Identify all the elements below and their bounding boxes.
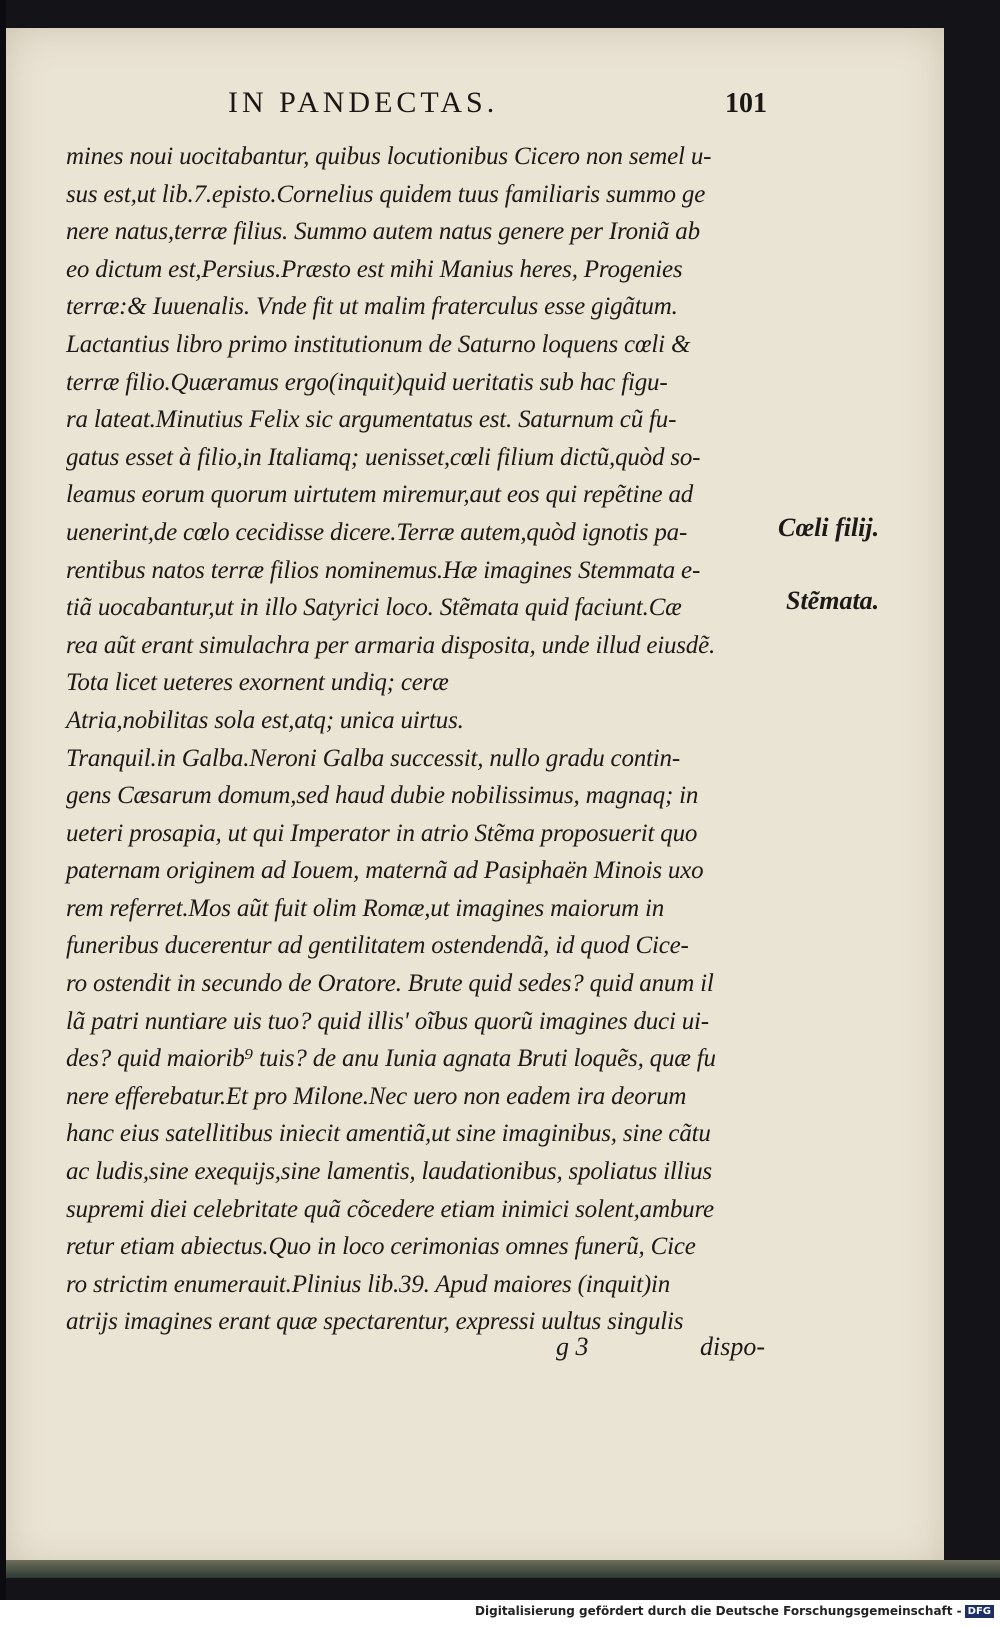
text-line: leamus eorum quorum uirtutem miremur,aut eos qui repẽtine ad bbox=[66, 481, 694, 509]
text-line: rentibus natos terræ filios nominemus.Hæ imagines Stemmata e- bbox=[66, 556, 701, 584]
text-line: gatus esset à filio,in Italiamq; uenisset,cœli filium dictũ,quòd so- bbox=[66, 443, 701, 471]
text-line: retur etiam abiectus.Quo in loco cerimonias omnes funerũ, Cice bbox=[66, 1233, 696, 1261]
text-line: ra lateat.Minutius Felix sic argumentatus est. Saturnum cũ fu- bbox=[66, 406, 677, 434]
text-line: rem referret.Mos aũt fuit olim Romæ,ut imagines maiorum in bbox=[66, 894, 665, 922]
text-line: ro ostendit in secundo de Oratore. Brute quid sedes? quid anum il bbox=[66, 970, 714, 998]
text-line: uenerint,de cœlo cecidisse dicere.Terræ autem,quòd ignotis pa- bbox=[66, 518, 688, 546]
text-line: supremi diei celebritate quã cõcedere etiam inimici solent,ambure bbox=[66, 1195, 714, 1223]
text-line: lã patri nuntiare uis tuo? quid illis' oĩbus quorũ imagines duci ui- bbox=[66, 1007, 709, 1035]
signature-mark: g 3 bbox=[556, 1332, 589, 1361]
page-bottom-edge bbox=[6, 1560, 1000, 1578]
running-head: IN PANDECTAS. bbox=[228, 86, 499, 119]
text-line: atrijs imagines erant quæ spectarentur, expressi uultus singulis bbox=[66, 1308, 684, 1336]
text-line: gens Cæsarum domum,sed haud dubie nobilissimus, magnaq; in bbox=[66, 782, 699, 810]
text-line: terræ filio.Quæramus ergo(inquit)quid ueritatis sub hac figu- bbox=[66, 368, 668, 396]
text-line: ro strictim enumerauit.Plinius lib.39. Apud maiores (inquit)in bbox=[66, 1270, 671, 1298]
text-line: Lactantius libro primo institutionum de Saturno loquens cœli & bbox=[66, 330, 691, 358]
verse-line: Tota licet ueteres exornent undiq; ceræ bbox=[66, 669, 449, 697]
text-line: eo dictum est,Persius.Præsto est mihi Manius heres, Progenies bbox=[66, 255, 683, 283]
text-line: funeribus ducerentur ad gentilitatem ostendendã, id quod Cice- bbox=[66, 932, 689, 960]
text-line: nere efferebatur.Et pro Milone.Nec uero non eadem ira deorum bbox=[66, 1082, 687, 1110]
credit-text: Digitalisierung gefördert durch die Deutsche Forschungsgemeinschaft - bbox=[475, 1604, 962, 1618]
text-line: ac ludis,sine exequijs,sine lamentis, laudationibus, spoliatus illius bbox=[66, 1158, 712, 1186]
marginal-note: Stẽmata. bbox=[786, 586, 880, 615]
text-line: rea aũt erant simulachra per armaria disposita, unde illud eiusdẽ. bbox=[66, 631, 716, 659]
text-line: des? quid maiorib⁹ tuis? de anu Iunia agnata Bruti loquẽs, quæ fu bbox=[66, 1045, 716, 1073]
text-line: hanc eius satellitibus iniecit amentiã,ut sine imaginibus, sine cãtu bbox=[66, 1120, 711, 1148]
dfg-logo: DFG bbox=[965, 1605, 994, 1618]
body-text bbox=[66, 138, 786, 1341]
text-line: ueteri prosapia, ut qui Imperator in atrio Stẽma proposuerit quo bbox=[66, 819, 698, 847]
text-line: paternam originem ad Iouem, maternã ad Pasiphaën Minois uxo bbox=[66, 857, 704, 885]
verse-line: Atria,nobilitas sola est,atq; unica uirtus. bbox=[66, 706, 464, 734]
text-line: nere natus,terræ filius. Summo autem natus genere per Ironiã ab bbox=[66, 218, 700, 246]
text-line: terræ:& Iuuenalis. Vnde fit ut malim fraterculus esse gigãtum. bbox=[66, 293, 678, 321]
text-line: sus est,ut lib.7.episto.Cornelius quidem tuus familiaris summo ge bbox=[66, 180, 706, 208]
marginal-note: Cœli filij. bbox=[778, 513, 880, 542]
text-line: Tranquil.in Galba.Neroni Galba successit, nullo gradu contin- bbox=[66, 744, 680, 772]
catchword: dispo- bbox=[700, 1332, 765, 1361]
digitization-credit bbox=[475, 1604, 994, 1618]
page-number: 101 bbox=[725, 88, 767, 119]
text-line: tiã uocabantur,ut in illo Satyrici loco. Stẽmata quid faciunt.Cæ bbox=[66, 594, 682, 622]
text-line: mines noui uocitabantur, quibus locutionibus Cicero non semel u- bbox=[66, 143, 712, 170]
